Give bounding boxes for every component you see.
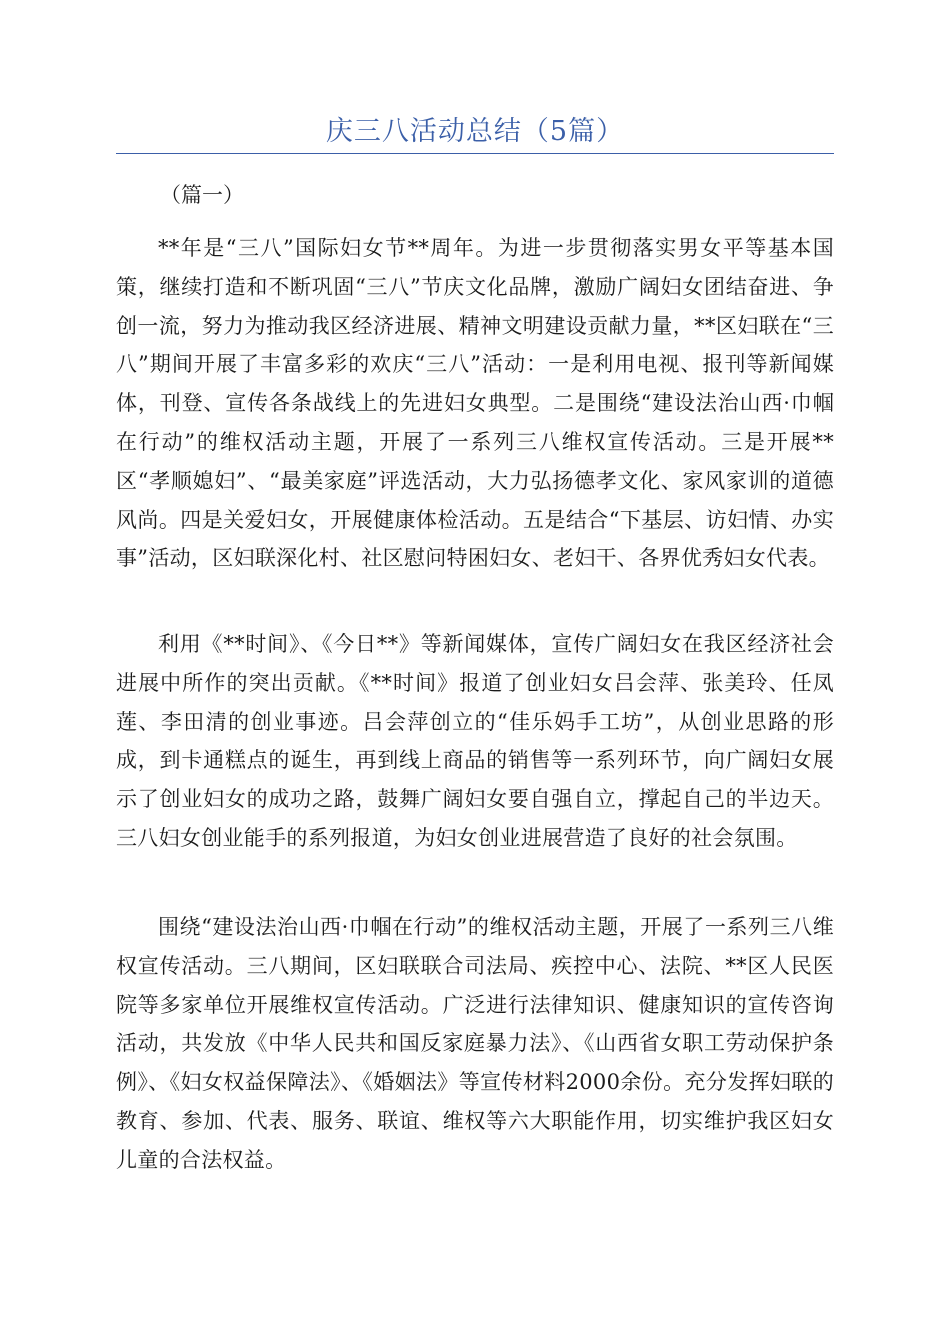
paragraph-3: 围绕“建设法治山西·巾帼在行动”的维权活动主题，开展了一系列三八维权宣传活动。三八期间，区妇联联合司法局、疾控中心、法院、**区人民医院等多家单位开展维权宣传活动。广泛进行法律知识、健康知识的宣传咨询活动，共发放《中华人民共和国反家庭暴力法》、《山西省女职工劳动保护条例》、《妇女权益保障法》、《婚姻法》等宣传材料2000余份。充分发挥妇联的教育、参加、代表、服务、联谊、维权等六大职能作用，切实维护我区妇女儿童的合法权益。 [116,915,834,1172]
document-title: 庆三八活动总结（5篇） [325,116,625,147]
section-label: （篇一） [160,183,244,207]
title-underline [116,153,834,154]
paragraph-2: 利用《**时间》、《今日**》等新闻媒体，宣传广阔妇女在我区经济社会进展中所作的突出贡献。《**时间》报道了创业妇女吕会萍、张美玲、任凤莲、李田清的创业事迹。吕会萍创立的“佳乐妈手工坊”，从创业思路的形成，到卡通糕点的诞生，再到线上商品的销售等一系列环节，向广阔妇女展示了创业妇女的成功之路，鼓舞广阔妇女要自强自立，撑起自己的半边天。三八妇女创业能手的系列报道，为妇女创业进展营造了良好的社会氛围。 [116,632,834,850]
paragraph-1: **年是“三八”国际妇女节**周年。为进一步贯彻落实男女平等基本国策，继续打造和不断巩固“三八”节庆文化品牌，激励广阔妇女团结奋进、争创一流，努力为推动我区经济进展、精神文明建设贡献力量，**区妇联在“三八”期间开展了丰富多彩的欢庆“三八”活动：一是利用电视、报刊等新闻媒体，刊登、宣传各条战线上的先进妇女典型。二是围绕“建设法治山西·巾帼在行动”的维权活动主题，开展了一系列三八维权宣传活动。三是开展**区“孝顺媳妇”、“最美家庭”评选活动，大力弘扬德孝文化、家风家训的道德风尚。四是关爱妇女，开展健康体检活动。五是结合“下基层、访妇情、办实事”活动，区妇联深化村、社区慰问特困妇女、老妇干、各界优秀妇女代表。 [116,236,834,571]
